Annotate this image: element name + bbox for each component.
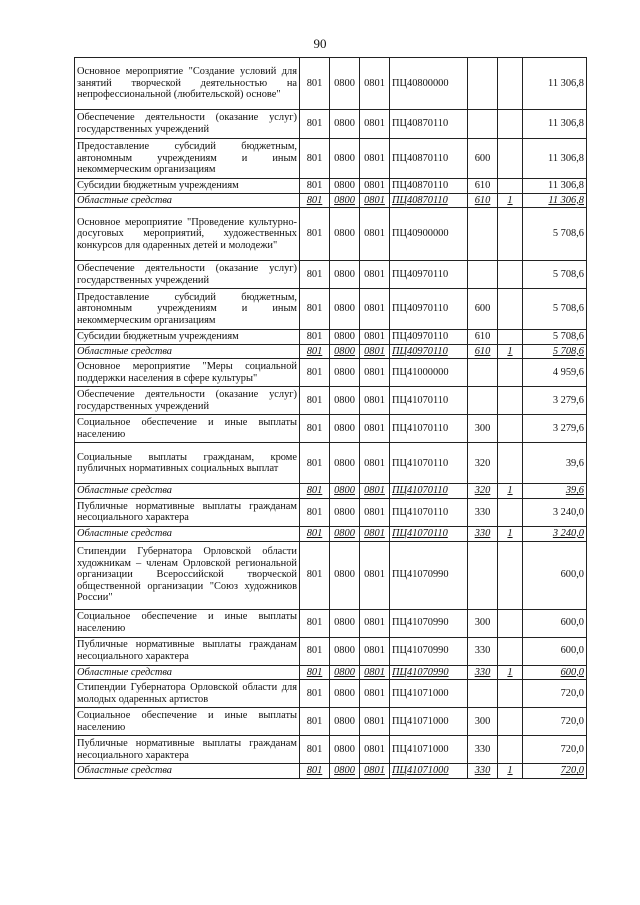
row-name: Основное мероприятие "Проведение культурно-досуговых мероприятий, художественных конкурсов для одаренных детей и молодежи" [75,208,300,261]
row-target-article: ПЦ41070990 [390,637,468,665]
row-grbs: 801 [300,344,330,359]
row-target-article: ПЦ41070110 [390,387,468,415]
row-name: Областные средства [75,193,300,208]
row-target-article: ПЦ41070110 [390,484,468,499]
row-subsection: 0801 [360,289,390,330]
row-expense-type [468,58,498,110]
table-row [75,193,587,208]
row-funding-source: 1 [498,764,523,779]
table-row [75,665,587,680]
row-expense-type: 610 [468,330,498,345]
row-grbs: 801 [300,764,330,779]
row-grbs: 801 [300,498,330,526]
row-subsection: 0801 [360,193,390,208]
row-amount: 5 708,6 [523,289,587,330]
row-name: Социальное обеспечение и иные выплаты населению [75,415,300,443]
row-name: Областные средства [75,484,300,499]
row-subsection: 0801 [360,609,390,637]
row-subsection: 0801 [360,179,390,194]
row-section: 0800 [330,609,360,637]
row-expense-type: 300 [468,708,498,736]
row-subsection: 0801 [360,484,390,499]
row-section: 0800 [330,443,360,484]
row-funding-source [498,443,523,484]
row-section: 0800 [330,498,360,526]
row-grbs: 801 [300,359,330,387]
row-target-article: ПЦ41070990 [390,609,468,637]
row-section: 0800 [330,289,360,330]
row-funding-source [498,680,523,708]
row-section: 0800 [330,764,360,779]
row-funding-source [498,359,523,387]
row-grbs: 801 [300,330,330,345]
row-grbs: 801 [300,193,330,208]
row-subsection: 0801 [360,443,390,484]
row-amount: 11 306,8 [523,139,587,179]
row-target-article: ПЦ40970110 [390,344,468,359]
row-expense-type: 300 [468,415,498,443]
row-expense-type: 320 [468,443,498,484]
row-grbs: 801 [300,139,330,179]
row-subsection: 0801 [360,736,390,764]
row-name: Областные средства [75,665,300,680]
table-row [75,344,587,359]
row-amount: 3 279,6 [523,415,587,443]
row-target-article: ПЦ40870110 [390,193,468,208]
row-expense-type: 330 [468,526,498,541]
row-target-article: ПЦ41070990 [390,665,468,680]
row-funding-source [498,498,523,526]
row-target-article: ПЦ40800000 [390,58,468,110]
table-row [75,261,587,289]
table-row [75,289,587,330]
row-grbs: 801 [300,289,330,330]
row-expense-type [468,387,498,415]
row-name: Областные средства [75,764,300,779]
row-expense-type: 610 [468,344,498,359]
row-name: Предоставление субсидий бюджетным, автономным учреждениям и иным некоммерческим организациям [75,139,300,179]
row-amount: 5 708,6 [523,261,587,289]
row-target-article: ПЦ41071000 [390,764,468,779]
row-section: 0800 [330,736,360,764]
row-target-article: ПЦ41070110 [390,443,468,484]
row-grbs: 801 [300,665,330,680]
row-funding-source [498,637,523,665]
row-section: 0800 [330,637,360,665]
row-expense-type: 330 [468,736,498,764]
row-subsection: 0801 [360,708,390,736]
row-name: Социальное обеспечение и иные выплаты населению [75,609,300,637]
row-funding-source: 1 [498,484,523,499]
row-name: Основное мероприятие "Создание условий для занятий творческой деятельностью на непрофессиональной (любительской) основе" [75,58,300,110]
row-grbs: 801 [300,484,330,499]
table-body [75,58,587,779]
row-expense-type [468,208,498,261]
row-funding-source: 1 [498,526,523,541]
table-row [75,208,587,261]
row-expense-type: 330 [468,498,498,526]
row-funding-source [498,708,523,736]
row-name: Социальное обеспечение и иные выплаты населению [75,708,300,736]
row-expense-type: 330 [468,637,498,665]
table-row [75,443,587,484]
row-grbs: 801 [300,680,330,708]
table-row [75,680,587,708]
row-funding-source [498,139,523,179]
table-row [75,415,587,443]
row-funding-source [498,289,523,330]
row-amount: 720,0 [523,680,587,708]
row-grbs: 801 [300,261,330,289]
row-funding-source [498,58,523,110]
row-funding-source [498,387,523,415]
row-section: 0800 [330,344,360,359]
row-subsection: 0801 [360,344,390,359]
row-amount: 11 306,8 [523,193,587,208]
row-expense-type: 320 [468,484,498,499]
table-row [75,139,587,179]
row-target-article: ПЦ40870110 [390,139,468,179]
row-section: 0800 [330,110,360,139]
row-target-article: ПЦ41070110 [390,526,468,541]
row-amount: 4 959,6 [523,359,587,387]
row-target-article: ПЦ40870110 [390,110,468,139]
row-grbs: 801 [300,179,330,194]
row-subsection: 0801 [360,764,390,779]
row-name: Публичные нормативные выплаты гражданам несоциального характера [75,498,300,526]
row-target-article: ПЦ41070110 [390,498,468,526]
row-amount: 720,0 [523,736,587,764]
row-section: 0800 [330,330,360,345]
table-row [75,179,587,194]
row-target-article: ПЦ41000000 [390,359,468,387]
row-subsection: 0801 [360,58,390,110]
row-target-article: ПЦ40970110 [390,289,468,330]
row-name: Публичные нормативные выплаты гражданам несоциального характера [75,736,300,764]
table-row [75,764,587,779]
row-funding-source [498,179,523,194]
row-amount: 11 306,8 [523,179,587,194]
row-expense-type [468,110,498,139]
row-subsection: 0801 [360,637,390,665]
row-name: Основное мероприятие "Меры социальной поддержки населения в сфере культуры" [75,359,300,387]
row-funding-source [498,609,523,637]
table-row [75,330,587,345]
row-name: Обеспечение деятельности (оказание услуг) государственных учреждений [75,387,300,415]
row-grbs: 801 [300,637,330,665]
row-name: Социальные выплаты гражданам, кроме публичных нормативных социальных выплат [75,443,300,484]
row-section: 0800 [330,680,360,708]
row-subsection: 0801 [360,208,390,261]
row-target-article: ПЦ40900000 [390,208,468,261]
row-section: 0800 [330,708,360,736]
row-section: 0800 [330,208,360,261]
row-funding-source [498,261,523,289]
row-amount: 720,0 [523,708,587,736]
row-expense-type: 610 [468,179,498,194]
row-section: 0800 [330,261,360,289]
table-row [75,387,587,415]
table-row [75,541,587,609]
row-section: 0800 [330,415,360,443]
row-amount: 11 306,8 [523,110,587,139]
row-section: 0800 [330,541,360,609]
row-name: Обеспечение деятельности (оказание услуг) государственных учреждений [75,261,300,289]
row-section: 0800 [330,193,360,208]
row-amount: 5 708,6 [523,208,587,261]
row-funding-source [498,208,523,261]
row-subsection: 0801 [360,110,390,139]
row-grbs: 801 [300,609,330,637]
row-expense-type: 300 [468,609,498,637]
row-section: 0800 [330,484,360,499]
row-amount: 5 708,6 [523,330,587,345]
row-subsection: 0801 [360,498,390,526]
row-name: Субсидии бюджетным учреждениям [75,330,300,345]
row-expense-type [468,680,498,708]
row-amount: 600,0 [523,665,587,680]
row-section: 0800 [330,179,360,194]
table-row [75,359,587,387]
row-funding-source [498,330,523,345]
row-amount: 5 708,6 [523,344,587,359]
row-section: 0800 [330,359,360,387]
row-subsection: 0801 [360,330,390,345]
row-subsection: 0801 [360,359,390,387]
table-row [75,526,587,541]
row-name: Областные средства [75,526,300,541]
row-expense-type: 600 [468,139,498,179]
row-grbs: 801 [300,736,330,764]
row-target-article: ПЦ40870110 [390,179,468,194]
row-name: Субсидии бюджетным учреждениям [75,179,300,194]
row-target-article: ПЦ40970110 [390,330,468,345]
row-amount: 39,6 [523,443,587,484]
row-funding-source: 1 [498,665,523,680]
page-number: 90 [313,36,327,51]
row-expense-type [468,359,498,387]
row-section: 0800 [330,526,360,541]
row-amount: 600,0 [523,637,587,665]
table-row [75,708,587,736]
row-grbs: 801 [300,58,330,110]
row-subsection: 0801 [360,139,390,179]
row-subsection: 0801 [360,387,390,415]
row-funding-source [498,541,523,609]
row-amount: 600,0 [523,609,587,637]
row-expense-type: 610 [468,193,498,208]
row-grbs: 801 [300,110,330,139]
row-grbs: 801 [300,708,330,736]
table-row [75,609,587,637]
row-expense-type: 330 [468,764,498,779]
table-row [75,110,587,139]
row-target-article: ПЦ41070110 [390,415,468,443]
row-target-article: ПЦ41070990 [390,541,468,609]
row-amount: 11 306,8 [523,58,587,110]
row-grbs: 801 [300,208,330,261]
row-subsection: 0801 [360,415,390,443]
row-expense-type: 600 [468,289,498,330]
row-expense-type: 330 [468,665,498,680]
row-amount: 39,6 [523,484,587,499]
row-expense-type [468,541,498,609]
row-name: Публичные нормативные выплаты гражданам несоциального характера [75,637,300,665]
table-row [75,498,587,526]
row-amount: 3 240,0 [523,526,587,541]
row-grbs: 801 [300,415,330,443]
row-subsection: 0801 [360,526,390,541]
row-subsection: 0801 [360,541,390,609]
row-amount: 3 279,6 [523,387,587,415]
row-grbs: 801 [300,526,330,541]
row-section: 0800 [330,387,360,415]
budget-table [74,57,587,779]
row-grbs: 801 [300,541,330,609]
table-row [75,58,587,110]
table-row [75,484,587,499]
table-row [75,736,587,764]
row-target-article: ПЦ41071000 [390,708,468,736]
row-name: Областные средства [75,344,300,359]
row-funding-source [498,415,523,443]
row-name: Предоставление субсидий бюджетным, автономным учреждениям и иным некоммерческим организациям [75,289,300,330]
row-grbs: 801 [300,387,330,415]
row-expense-type [468,261,498,289]
row-amount: 3 240,0 [523,498,587,526]
row-amount: 720,0 [523,764,587,779]
row-subsection: 0801 [360,680,390,708]
row-funding-source: 1 [498,193,523,208]
row-grbs: 801 [300,443,330,484]
row-section: 0800 [330,58,360,110]
row-name: Стипендии Губернатора Орловской области художникам – членам Орловской региональной организации Всероссийской творческой общественной организации "Союз художников России" [75,541,300,609]
row-section: 0800 [330,665,360,680]
row-target-article: ПЦ40970110 [390,261,468,289]
row-target-article: ПЦ41071000 [390,736,468,764]
row-subsection: 0801 [360,665,390,680]
row-name: Стипендии Губернатора Орловской области для молодых одаренных артистов [75,680,300,708]
row-name: Обеспечение деятельности (оказание услуг) государственных учреждений [75,110,300,139]
row-funding-source: 1 [498,344,523,359]
row-amount: 600,0 [523,541,587,609]
row-subsection: 0801 [360,261,390,289]
row-funding-source [498,736,523,764]
row-section: 0800 [330,139,360,179]
table-row [75,637,587,665]
row-target-article: ПЦ41071000 [390,680,468,708]
row-funding-source [498,110,523,139]
